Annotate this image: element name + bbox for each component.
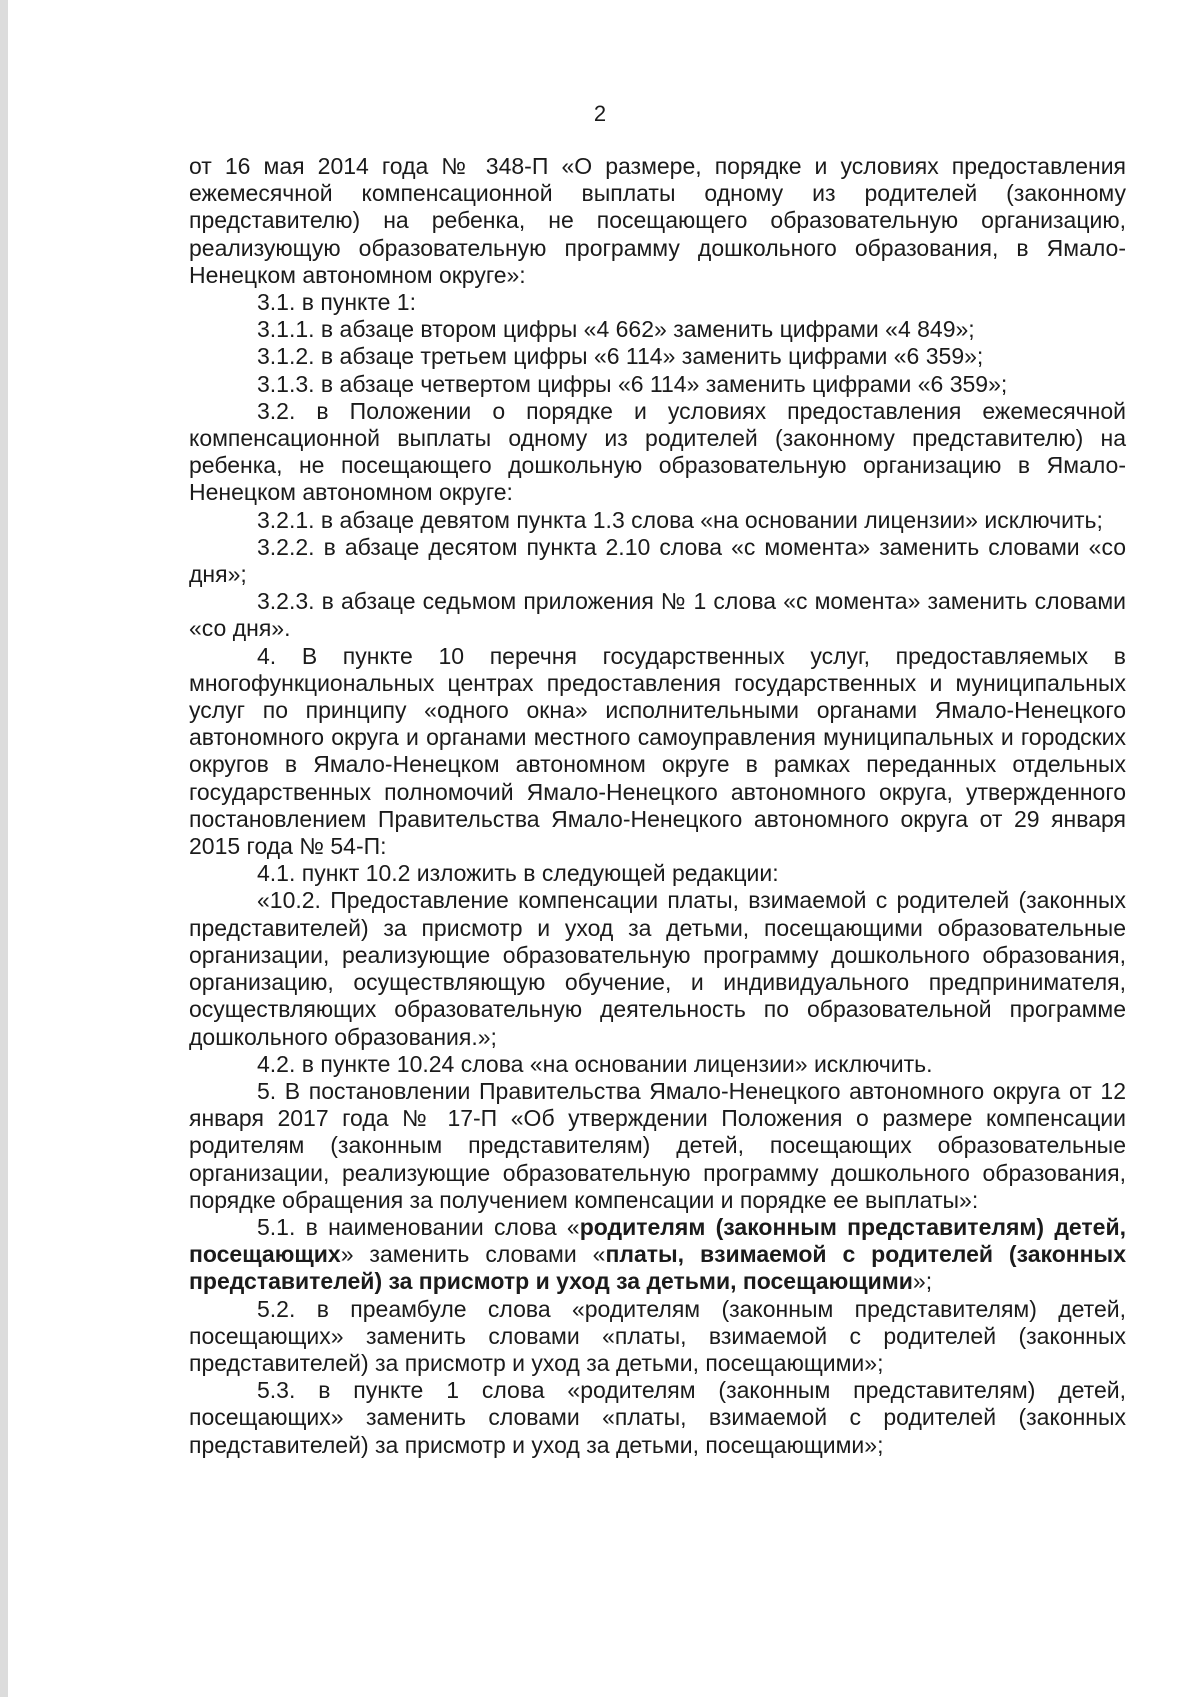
paragraph-5-3: 5.3. в пункте 1 слова «родителям (законным представителям) детей, посещающих» заменить словами «платы, взимаемой с родителей (законных представителей) за присмотр и уход за детьми, посещающими»; [189, 1377, 1126, 1458]
paragraph-10-2-quote: «10.2. Предоставление компенсации платы, взимаемой с родителей (законных представителей) за присмотр и уход за детьми, посещающими образовательные организации, реализующие образовательную программу дошкольного образования, организацию, осуществляющую обучение, и индивидуального предпринимателя, осуществляющих образовательную деятельность по образовательной программе дошкольного образования.»; [189, 887, 1126, 1050]
paragraph-3-1-2: 3.1.2. в абзаце третьем цифры «6 114» заменить цифрами «6 359»; [257, 343, 984, 370]
paragraph-3-2-3: 3.2.3. в абзаце седьмом приложения № 1 слова «с момента» заменить словами «со дня». [189, 588, 1126, 642]
paragraph-3-2-1: 3.2.1. в абзаце девятом пункта 1.3 слова «на основании лицензии» исключить; [257, 506, 1103, 533]
paragraph-3-2-2: 3.2.2. в абзаце десятом пункта 2.10 слова «с момента» заменить словами «со дня»; [189, 533, 1126, 588]
paragraph-4-2: 4.2. в пункте 10.24 слова «на основании лицензии» исключить. [257, 1050, 933, 1077]
paragraph-5-1-new-words: платы, взимаемой с родителей (законных представителей) за присмотр и уход за детьми, посещающими [189, 1241, 1126, 1295]
paragraph-3-1: 3.1. в пункте 1: [257, 289, 416, 316]
paragraph-4-1: 4.1. пункт 10.2 изложить в следующей редакции: [257, 860, 779, 887]
paragraph-3-2: 3.2. в Положении о порядке и условиях предоставления ежемесячной компенсационной выплаты одному из родителей (законному представителю) на ребенка, не посещающего дошкольную образовательную организацию в Ямало-Ненецком автономном округе: [189, 397, 1126, 506]
paragraph-3-1-3: 3.1.3. в абзаце четвертом цифры «6 114» заменить цифрами «6 359»; [257, 370, 1008, 397]
paragraph-3-1-1: 3.1.1. в абзаце втором цифры «4 662» заменить цифрами «4 849»; [257, 316, 975, 343]
paragraph-5-1-old-words: родителям (законным представителям) детей, посещающих [189, 1213, 1126, 1268]
paragraph-4: 4. В пункте 10 перечня государственных услуг, предоставляемых в многофункциональных центрах предоставления государственных и муниципальных услуг по принципу «одного окна» исполнительными органами Ямало-Ненецкого автономного округа и органами местного самоуправления муниципальных и городских округов в Ямало-Ненецком автономном округе в рамках переданных отдельных государственных полномочий Ямало-Ненецкого автономного округа, утвержденного постановлением Правительства Ямало-Ненецкого автономного округа от 29 января 2015 года № 54-П: [189, 642, 1126, 860]
page-number: 2 [593, 101, 607, 126]
scan-edge [0, 0, 8, 1697]
paragraph-3-intro-continued: от 16 мая 2014 года № 348-П «О размере, порядке и условиях предоставления ежемесячной компенсационной выплаты одному из родителей (законному представителю) на ребенка, не посещающего образовательную организацию, реализующую образовательную программу дошкольного образования, в Ямало-Ненецком автономном округе»: [189, 153, 1126, 288]
paragraph-5-1 [189, 1214, 1126, 1296]
paragraph-5-1-start: 5.1. в наименовании слова « [257, 1213, 580, 1240]
document-body [189, 153, 1126, 1459]
paragraph-5: 5. В постановлении Правительства Ямало-Ненецкого автономного округа от 12 января 2017 года № 17-П «Об утверждении Положения о размере компенсации родителям (законным представителям) детей, посещающих образовательные организации, реализующие образовательную программу дошкольного образования, порядке обращения за получением компенсации и порядке ее выплаты»: [189, 1077, 1126, 1213]
paragraph-5-1-middle: » заменить словами « [340, 1241, 606, 1268]
paragraph-5-1-end: »; [912, 1268, 933, 1295]
paragraph-5-2: 5.2. в преамбуле слова «родителям (законным представителям) детей, посещающих» заменить словами «платы, взимаемой с родителей (законных представителей) за присмотр и уход за детьми, посещающими»; [189, 1295, 1126, 1376]
